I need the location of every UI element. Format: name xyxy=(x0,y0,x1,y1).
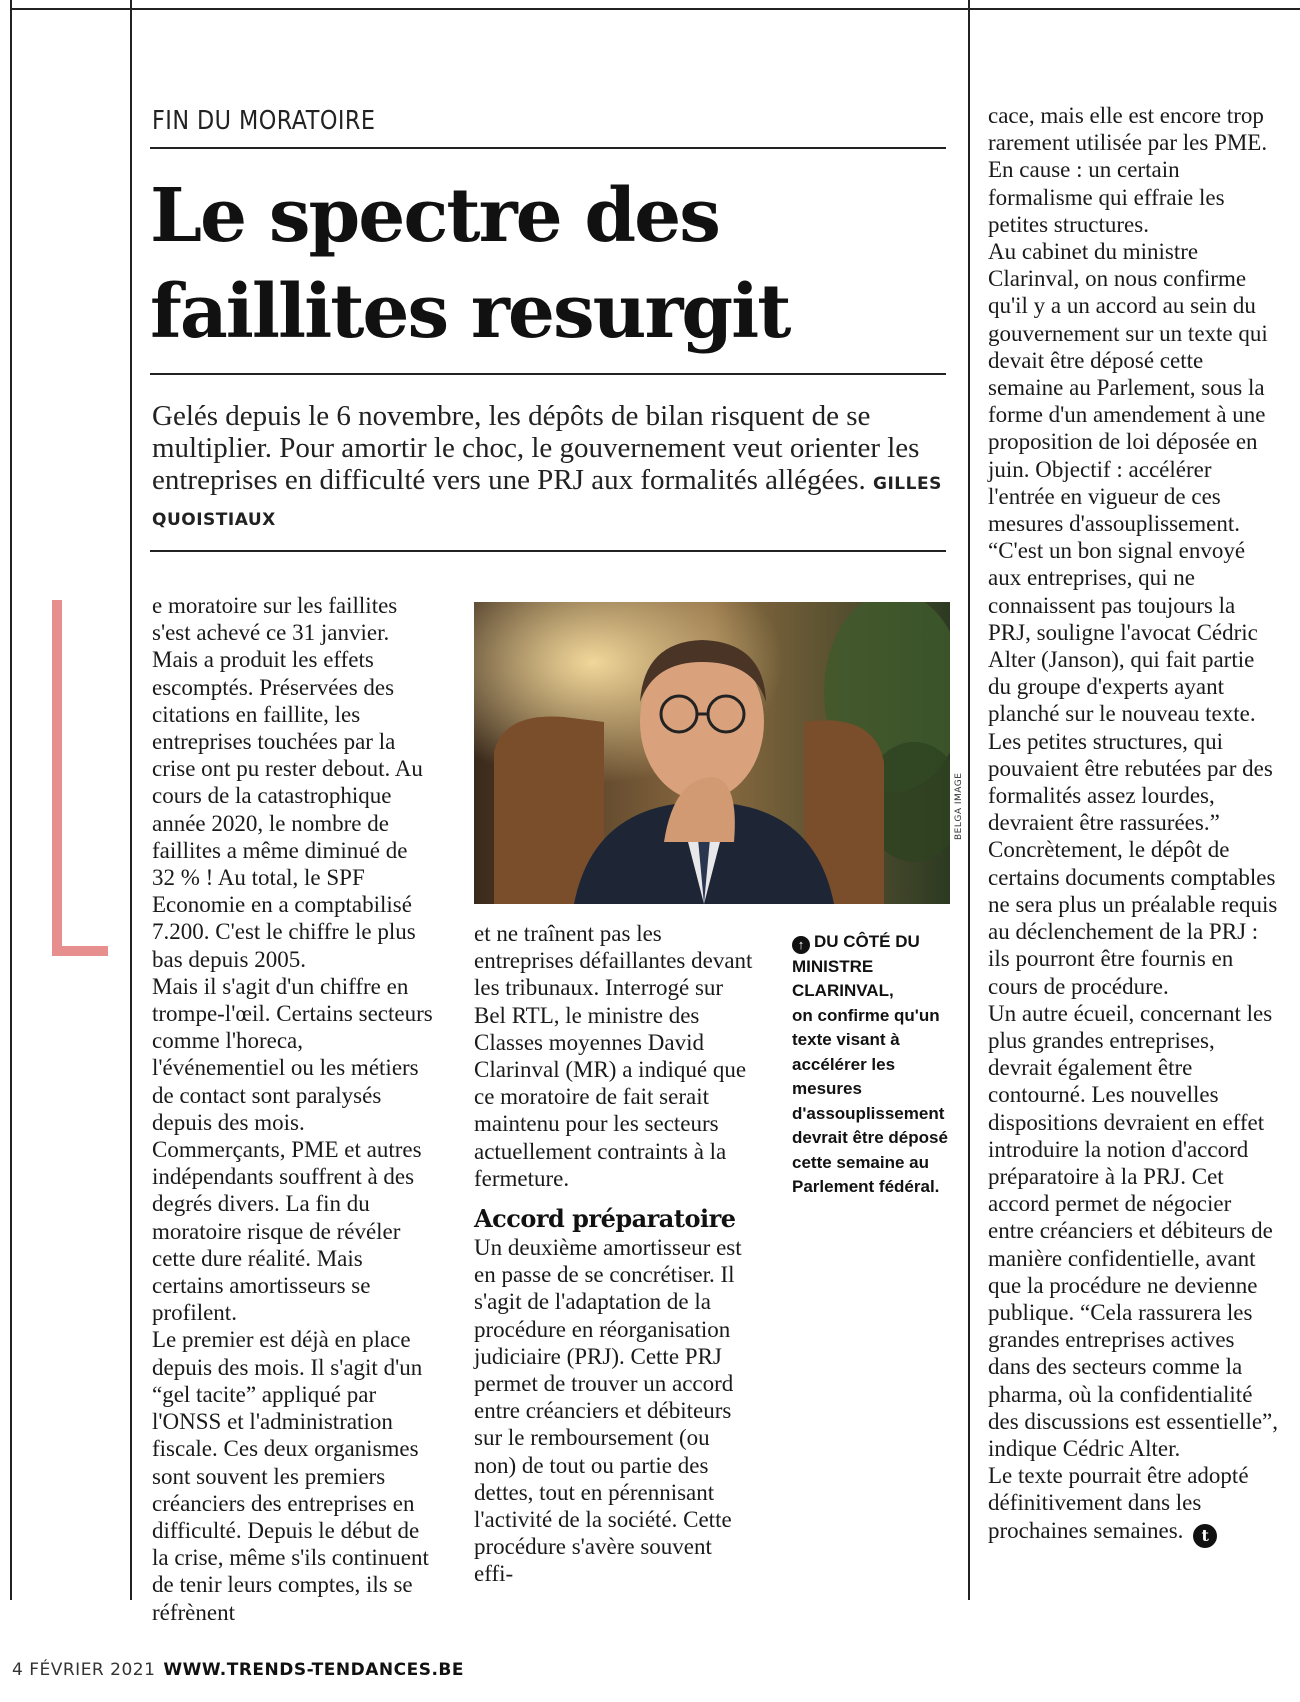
paragraph: et ne traînent pas les entreprises défaillantes devant les tribunaux. Interrogé sur Bel RTL, le ministre des Classes moyennes David Clarinval (MR) a indiqué que ce moratoire de fait serait maintenu pour les secteurs actuellement contraints à la fermeture. xyxy=(474,921,753,1191)
top-frame-rule xyxy=(10,8,1300,10)
dropcap-letter-l xyxy=(52,600,108,956)
headline-line-1: Le spectre des xyxy=(150,173,719,259)
caption-heading: DU CÔTÉ DU MINISTRE CLARINVAL, xyxy=(792,932,920,1000)
website-link[interactable]: WWW.TRENDS-TENDANCES.BE xyxy=(163,1660,464,1680)
headline xyxy=(150,168,950,360)
column-frame-rule-left xyxy=(130,0,132,1600)
column-frame-rule-right xyxy=(968,0,970,1600)
author-byline: GILLES QUOISTIAUX xyxy=(152,474,942,530)
issue-date: 4 FÉVRIER 2021 xyxy=(12,1660,156,1680)
paragraph: cace, mais elle est encore trop rarement utilisée par les PME. En cause : un certain formalisme qui effraie les petites structures. xyxy=(988,103,1268,237)
paragraph-final-text: Le texte pourrait être adopté définitivement dans les prochaines semaines. xyxy=(988,1463,1249,1543)
paragraph: e moratoire sur les faillites s'est achevé ce 31 janvier. Mais a produit les effets escomptés. Préservées des citations en faillite, les entreprises touchées par la crise ont pu rester debout. Au cours de la catastrophique année 2020, le nombre de faillites a même diminué de 32 % ! Au total, le SPF Economie en a comptabilisé 7.200. C'est le chiffre le plus bas depuis 2005. xyxy=(152,593,423,972)
paragraph-final xyxy=(988,1462,1278,1547)
arrow-up-circle-icon: ↑ xyxy=(792,936,810,954)
lede xyxy=(152,400,952,536)
article-column-2 xyxy=(474,920,756,1588)
left-frame-rule xyxy=(10,0,12,1600)
kicker: FIN DU MORATOIRE xyxy=(152,106,376,136)
page-footer xyxy=(12,1660,464,1680)
dropcap-letter-l-shape xyxy=(52,600,108,956)
photo-credit: BELGA IMAGE xyxy=(954,772,964,840)
paragraph: Au cabinet du ministre Clarinval, on nous confirme qu'il y a un accord au sein du gouvernement sur un texte qui devait être déposé cette semaine au Parlement, sous la forme d'un amendement à une proposition de loi déposée en juin. Objectif : accélérer l'entrée en vigueur de ces mesures d'assouplissement. “C'est un bon signal envoyé aux entreprises, qui ne connaissent pas toujours la PRJ, souligne l'avocat Cédric Alter (Janson), qui fait partie du groupe d'experts ayant planché sur le nouveau texte. Les petites structures, qui pouvaient être rebutées par des formalités assez lourdes, devraient être rassurées.” Concrètement, le dépôt de certains documents comptables ne sera plus un préalable requis au déclenchement de la PRJ : ils pourront être fournis en cours de procédure. xyxy=(988,239,1278,999)
photo-caption xyxy=(792,930,962,1200)
paragraph: Le premier est déjà en place depuis des mois. Il s'agit d'un “gel tacite” appliqué par l'ONSS et l'administration fiscale. Ces deux organismes sont souvent les premiers créanciers des entreprises en difficulté. Depuis le début de la crise, même s'ils continuent de tenir leurs comptes, ils se réfrènent xyxy=(152,1327,429,1625)
paragraph: Mais il s'agit d'un chiffre en trompe-l'œil. Certains secteurs comme l'horeca, l'événementiel ou les métiers de contact sont paralysés depuis des mois. Commerçants, PME et autres indépendants souffrent à des degrés divers. La fin du moratoire risque de révéler cette dure réalité. Mais certains amortisseurs se profilent. xyxy=(152,973,433,1326)
paragraph: Un deuxième amortisseur est en passe de se concrétiser. Il s'agit de l'adaptation de la procédure en réorganisation judiciaire (PRJ). Cette PRJ permet de trouver un accord entre créanciers et débiteurs sur le remboursement (ou non) de tout ou partie des dettes, tout en pérennisant l'activité de la société. Cette procédure s'avère souvent effi- xyxy=(474,1235,742,1587)
lede-text: Gelés depuis le 6 novembre, les dépôts de bilan risquent de se multiplier. Pour amortir le choc, le gouvernement veut orienter les entreprises en difficulté vers une PRJ aux formalités allégées. xyxy=(152,400,920,496)
headline-rule xyxy=(150,373,946,375)
portrait-illustration xyxy=(474,602,950,904)
kicker-rule xyxy=(150,147,946,149)
paragraph: Un autre écueil, concernant les plus grandes entreprises, devrait également être contourné. Les nouvelles dispositions devraient en effet introduire la notion d'accord préparatoire à la PRJ. Cet accord permet de négocier entre créanciers et débiteurs de manière confidentielle, avant que la procédure ne devienne publique. “Cela rassurera les grandes entreprises actives dans des secteurs comme la pharma, où la confidentialité des discussions est essentielle”, indique Cédric Alter. xyxy=(988,1000,1279,1461)
lede-rule xyxy=(150,550,946,552)
article-column-1 xyxy=(152,592,434,1626)
caption-body: on confirme qu'un texte visant à accélérer les mesures d'assouplissement devrait être déposé cette semaine au Parlement fédéral. xyxy=(792,1005,948,1196)
minister-portrait-photo xyxy=(474,602,950,904)
subheading: Accord préparatoire xyxy=(474,1204,736,1234)
headline-line-2: faillites resurgit xyxy=(150,269,790,355)
article-column-3 xyxy=(988,102,1278,1548)
trends-t-icon: t xyxy=(1193,1524,1217,1548)
